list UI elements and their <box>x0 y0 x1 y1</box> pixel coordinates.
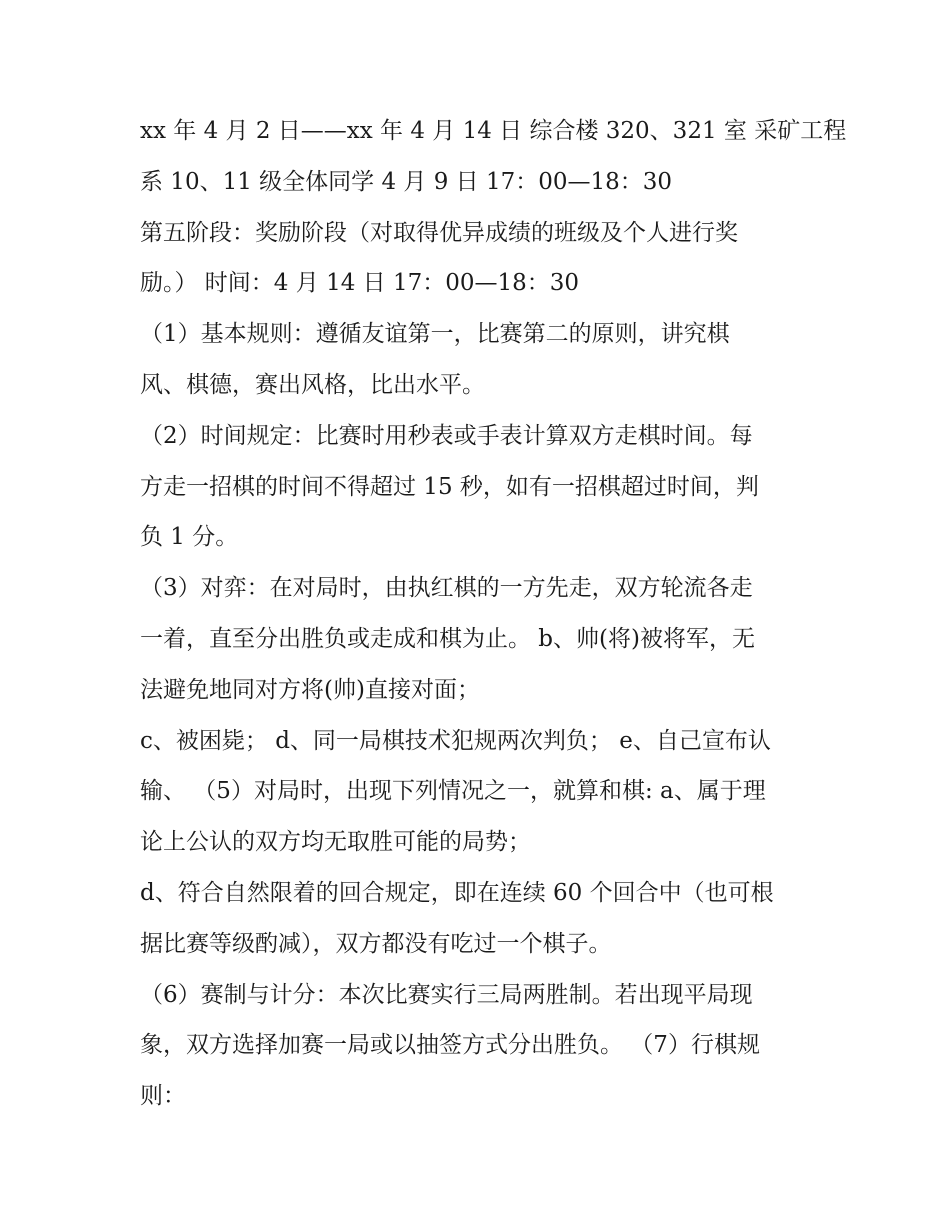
text-line: 象，双方选择加赛一局或以抽签方式分出胜负。 （7）行棋规 <box>140 1032 760 1059</box>
text-line: （2）时间规定：比赛时用秒表或手表计算双方走棋时间。每 <box>140 422 753 449</box>
text-line: 风、棋德，赛出风格，比出水平。 <box>140 371 485 398</box>
text-line: 则： <box>140 1083 186 1110</box>
text-line: 系 10、11 级全体同学 4 月 9 日 17：00—18：30 <box>140 168 673 195</box>
text-line: 第五阶段：奖励阶段（对取得优异成绩的班级及个人进行奖 <box>140 219 738 246</box>
body-text <box>140 106 847 1122</box>
text-line: 方走一招棋的时间不得超过 15 秒，如有一招棋超过时间，判 <box>140 473 759 500</box>
text-line: 一着，直至分出胜负或走成和棋为止。 b、帅(将)被将军，无 <box>140 625 755 652</box>
text-line: c、被困毙； d、同一局棋技术犯规两次判负； e、自己宣布认 <box>140 727 771 754</box>
text-line: （6）赛制与计分：本次比赛实行三局两胜制。若出现平局现 <box>140 981 753 1008</box>
text-line: 论上公认的双方均无取胜可能的局势； <box>140 829 531 856</box>
text-line: 法避免地同对方将(帅)直接对面； <box>140 676 480 703</box>
text-line: （3）对弈：在对局时，由执红棋的一方先走，双方轮流各走 <box>140 575 753 602</box>
text-line: d、符合自然限着的回合规定，即在连续 60 个回合中（也可根 <box>140 879 774 906</box>
text-line: 据比赛等级酌减），双方都没有吃过一个棋子。 <box>140 930 612 957</box>
text-line: 励。） 时间：4 月 14 日 17：00—18：30 <box>140 270 580 297</box>
text-line: 负 1 分。 <box>140 524 239 551</box>
text-line: （1）基本规则：遵循友谊第一，比赛第二的原则，讲究棋 <box>140 321 730 348</box>
text-line: xx 年 4 月 2 日——xx 年 4 月 14 日 综合楼 320、321 室 采矿工程 <box>140 118 847 144</box>
text-line: 输、 （5）对局时，出现下列情况之一，就算和棋: a、属于理 <box>140 778 766 805</box>
